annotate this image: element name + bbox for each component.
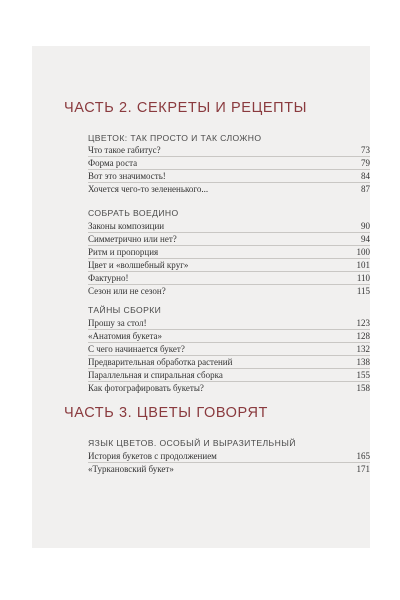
entry-rule <box>88 245 370 246</box>
toc-entry[interactable] <box>88 286 370 298</box>
entry-page: 110 <box>356 273 370 283</box>
entry-title: Как фотографировать букеты? <box>88 383 204 393</box>
entry-page: 79 <box>361 158 370 168</box>
entry-rule <box>88 381 370 382</box>
entry-title: Ритм и пропорция <box>88 247 159 257</box>
entry-rule <box>88 342 370 343</box>
entry-rule <box>88 271 370 272</box>
toc-entry[interactable] <box>88 464 370 476</box>
entry-title: С чего начинается букет? <box>88 344 185 354</box>
entry-rule <box>88 156 370 157</box>
entry-title: Цвет и «волшебный круг» <box>88 260 189 270</box>
entry-rule <box>88 355 370 356</box>
entry-page: 138 <box>356 357 370 367</box>
toc-entry[interactable] <box>88 383 370 395</box>
toc-entry[interactable] <box>88 221 370 233</box>
entry-page: 94 <box>361 234 370 244</box>
section-title: ЯЗЫК ЦВЕТОВ. ОСОБЫЙ И ВЫРАЗИТЕЛЬНЫЙ <box>88 438 296 448</box>
entry-page: 158 <box>356 383 370 393</box>
toc-entry[interactable] <box>88 184 370 196</box>
entry-title: Форма роста <box>88 158 138 168</box>
entry-title: «Туркановский букет» <box>88 464 174 474</box>
toc-entry[interactable] <box>88 145 370 157</box>
entry-title: Вот это значимость! <box>88 171 166 181</box>
entry-page: 87 <box>361 184 370 194</box>
entry-title: «Анатомия букета» <box>88 331 163 341</box>
toc-entry[interactable] <box>88 344 370 356</box>
entry-rule <box>88 462 370 463</box>
toc-entry[interactable] <box>88 331 370 343</box>
entry-page: 73 <box>361 145 370 155</box>
entry-rule <box>88 258 370 259</box>
entry-title: Законы композиции <box>88 221 165 231</box>
entry-page: 101 <box>356 260 370 270</box>
toc-entry[interactable] <box>88 357 370 369</box>
entry-page: 171 <box>356 464 370 474</box>
entry-title: Симметрично или нет? <box>88 234 177 244</box>
toc-entry[interactable] <box>88 260 370 272</box>
part-title: ЧАСТЬ 2. СЕКРЕТЫ И РЕЦЕПТЫ <box>64 100 308 116</box>
entry-page: 155 <box>356 370 370 380</box>
entry-rule <box>88 232 370 233</box>
entry-page: 128 <box>356 331 370 341</box>
part-title: ЧАСТЬ 3. ЦВЕТЫ ГОВОРЯТ <box>64 405 268 421</box>
entry-page: 123 <box>356 318 370 328</box>
entry-page: 165 <box>356 451 370 461</box>
entry-title: Фактурно! <box>88 273 129 283</box>
entry-page: 90 <box>361 221 370 231</box>
entry-page: 115 <box>356 286 370 296</box>
entry-title: Сезон или не сезон? <box>88 286 166 296</box>
entry-title: Предварительная обработка растений <box>88 357 233 367</box>
entry-rule <box>88 284 370 285</box>
toc-entry[interactable] <box>88 273 370 285</box>
toc-entry[interactable] <box>88 247 370 259</box>
entry-rule <box>88 368 370 369</box>
entry-title: История букетов с продолжением <box>88 451 217 461</box>
entry-page: 132 <box>356 344 370 354</box>
entry-rule <box>88 169 370 170</box>
entry-page: 84 <box>361 171 370 181</box>
toc-entry[interactable] <box>88 451 370 463</box>
toc-entry[interactable] <box>88 318 370 330</box>
entry-title: Хочется чего-то зелененького... <box>88 184 209 194</box>
section-title: СОБРАТЬ ВОЕДИНО <box>88 208 179 218</box>
section-title: ТАЙНЫ СБОРКИ <box>88 305 162 315</box>
entry-page: 100 <box>356 247 370 257</box>
section-title: ЦВЕТОК: ТАК ПРОСТО И ТАК СЛОЖНО <box>88 133 262 143</box>
toc-entry[interactable] <box>88 370 370 382</box>
entry-title: Что такое габитус? <box>88 145 161 155</box>
entry-rule <box>88 182 370 183</box>
entry-title: Параллельная и спиральная сборка <box>88 370 223 380</box>
toc-entry[interactable] <box>88 158 370 170</box>
toc-entry[interactable] <box>88 171 370 183</box>
toc-entry[interactable] <box>88 234 370 246</box>
entry-title: Прошу за стол! <box>88 318 147 328</box>
entry-rule <box>88 329 370 330</box>
